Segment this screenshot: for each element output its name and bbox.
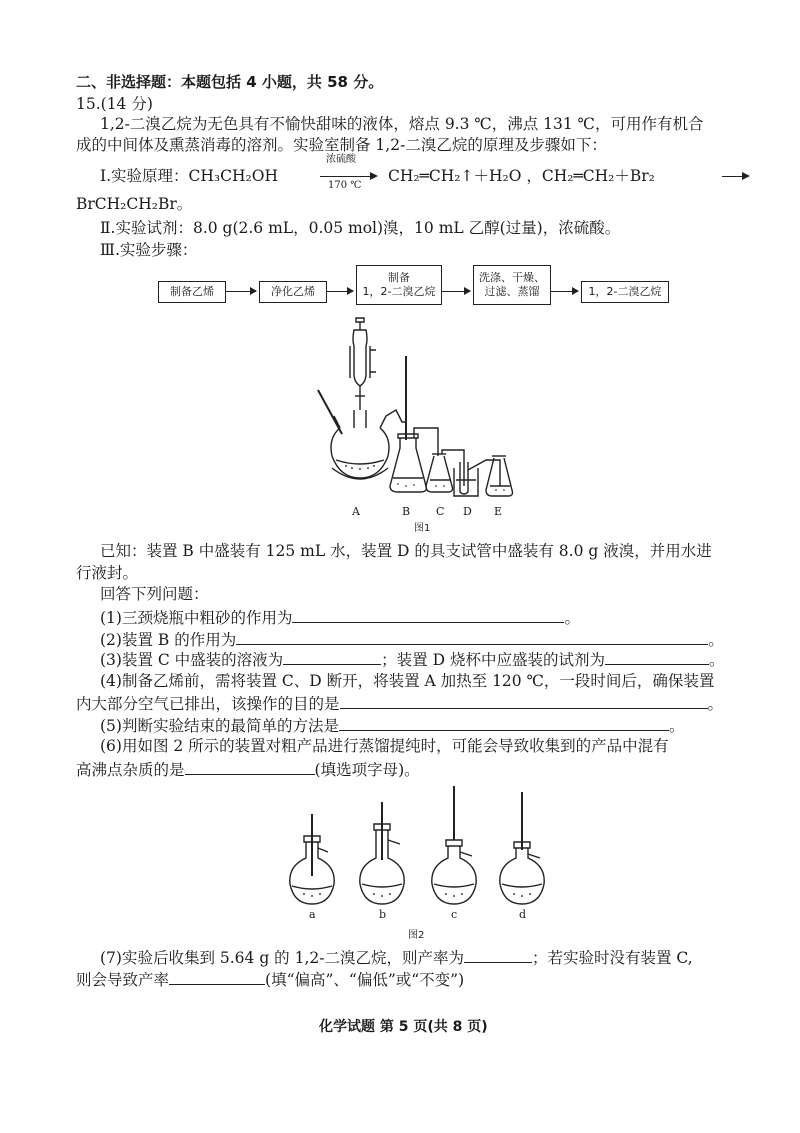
q4-answer-blank[interactable] xyxy=(340,692,708,709)
flow-arrow xyxy=(225,291,256,292)
q7-line-2: 则会导致产率 (填“偏高”、“偏低”或“不变”) xyxy=(76,968,464,990)
reaction-arrow-head xyxy=(370,172,378,180)
q7-line-1: (7)实验后收集到 5.64 g 的 1,2-二溴乙烷，则产率为 ；若实验时没有装置 C, xyxy=(100,946,693,968)
fig2-label-d: d xyxy=(519,908,527,921)
fig1-label-c: C xyxy=(436,505,445,518)
fig2-label-a: a xyxy=(309,908,316,921)
fig1-label-b: B xyxy=(402,505,411,518)
flow-step-purify-ethylene: 净化乙烯 xyxy=(259,281,327,303)
known-line-1: 已知：装置 B 中盛装有 125 mL 水，装置 D 的具支试管中盛装有 8.0 g 液溴，并用水进 xyxy=(100,542,712,560)
q1-text: (1)三颈烧瓶中粗砂的作用为 。 xyxy=(100,606,580,628)
known-line-2: 行液封。 xyxy=(76,564,139,582)
q4-line-1: (4)制备乙烯前，需将装置 C、D 断开，将装置 A 加热至 120 ℃，一段时间后，确保装置 xyxy=(100,672,715,690)
q7-answer-blank-1[interactable] xyxy=(464,946,532,963)
flow-step-final-product: 1，2-二溴乙烷 xyxy=(581,281,669,303)
flow-step-prepare-ethylene: 制备乙烯 xyxy=(158,281,226,303)
q6-answer-blank[interactable] xyxy=(185,758,315,775)
q6-line-1: (6)用如图 2 所示的装置对粗产品进行蒸馏提纯时，可能会导致收集到的产品中混有 xyxy=(100,737,669,755)
fig1-caption: 图1 xyxy=(414,523,431,534)
reagents-line: Ⅱ.实验试剂：8.0 g(2.6 mL，0.05 mol)溴，10 mL 乙醇(过量)，浓硫酸。 xyxy=(100,219,621,237)
fig1-label-e: E xyxy=(494,505,503,518)
intro-line-1: 1,2-二溴乙烷为无色具有不愉快甜味的液体，熔点 9.3 ℃，沸点 131 ℃，可用作有机合 xyxy=(100,115,704,133)
fig1-label-d: D xyxy=(463,505,472,518)
flow-arrow xyxy=(326,291,353,292)
q7-answer-blank-2[interactable] xyxy=(169,968,265,985)
q1-answer-blank[interactable] xyxy=(292,606,564,623)
fig1-label-a: A xyxy=(352,505,360,518)
flow-arrow xyxy=(550,291,578,292)
q5-answer-blank[interactable] xyxy=(339,714,669,731)
q3-answer-blank-1[interactable] xyxy=(283,648,381,665)
figure-2-distillation-flasks xyxy=(282,780,552,920)
intro-line-2: 成的中间体及熏蒸消毒的溶剂。实验室制备 1,2-二溴乙烷的原理及步骤如下： xyxy=(76,136,607,154)
reaction-arrow-2-head xyxy=(742,172,750,180)
steps-label: Ⅲ.实验步骤： xyxy=(100,241,198,259)
answer-prompt: 回答下列问题： xyxy=(100,585,209,603)
flow-arrow xyxy=(441,291,470,292)
q2-text: (2)装置 B 的作用为 。 xyxy=(100,628,724,650)
page-footer: 化学试题 第 5 页(共 8 页) xyxy=(319,1019,488,1035)
q3-text: (3)装置 C 中盛装的溶液为 ；装置 D 烧杯中应盛装的试剂为 。 xyxy=(100,648,724,670)
flow-step-wash-dry-distill: 洗涤、干燥、 过滤、蒸馏 xyxy=(473,265,551,305)
flow-step-prepare-product: 制备 1，2-二溴乙烷 xyxy=(356,265,442,305)
fig2-caption: 图2 xyxy=(408,930,425,941)
fig2-label-b: b xyxy=(379,908,387,921)
principle-label: Ⅰ.实验原理：CH₃CH₂OH xyxy=(100,167,278,185)
principle-temp: 170 ℃ xyxy=(328,180,362,191)
reaction-arrow-2 xyxy=(722,176,744,177)
principle-catalyst: 浓硫酸 xyxy=(326,154,356,165)
q2-answer-blank[interactable] xyxy=(236,628,708,645)
figure-1-apparatus xyxy=(310,310,530,532)
principle-products: CH₂═CH₂↑＋H₂O ，CH₂═CH₂＋Br₂ xyxy=(388,167,655,185)
q6-line-2: 高沸点杂质的是 (填选项字母)。 xyxy=(76,758,420,780)
q4-line-2: 内大部分空气已排出，该操作的目的是 。 xyxy=(76,692,723,714)
question-number: 15.(14 分) xyxy=(76,95,153,113)
principle-line-2: BrCH₂CH₂Br。 xyxy=(76,195,193,213)
reaction-arrow xyxy=(320,176,376,177)
q5-text: (5)判断实验结束的最简单的方法是 。 xyxy=(100,714,684,736)
fig2-label-c: c xyxy=(451,908,458,921)
section-title: 二、非选择题：本题包括 4 小题，共 58 分。 xyxy=(76,73,384,91)
q3-answer-blank-2[interactable] xyxy=(605,648,709,665)
